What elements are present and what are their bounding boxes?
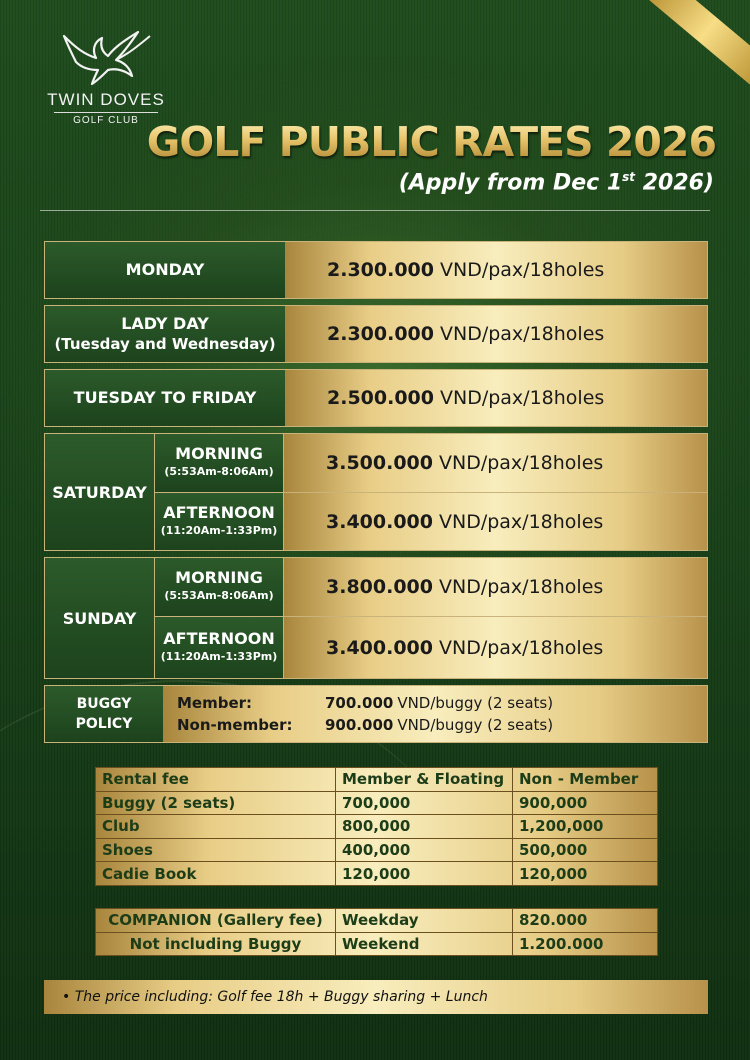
brand-sub: GOLF CLUB (54, 112, 158, 126)
rate-row-lady-day (44, 305, 708, 363)
slot-label: AFTERNOON (11:20Am-1:33Pm) (155, 493, 284, 550)
divider (40, 210, 710, 211)
buggy-label: BUGGY POLICY (45, 686, 163, 742)
buggy-nonmember-line: Non-member: 900.000 VND/buggy (2 seats) (177, 716, 554, 734)
table-row: COMPANION (Gallery fee) Weekday 820.000 (96, 909, 658, 933)
corner-ribbon (641, 0, 750, 89)
table-row: Buggy (2 seats) 700,000 900,000 (96, 791, 658, 815)
day-label: LADY DAY (Tuesday and Wednesday) (45, 306, 285, 362)
brand-logo (36, 28, 176, 126)
rates-table (44, 241, 708, 743)
buggy-info (163, 686, 707, 742)
rental-fee-table (95, 767, 658, 886)
doves-icon (58, 28, 154, 86)
table-row: Club 800,000 1,200,000 (96, 815, 658, 839)
companion-fee-table (95, 908, 658, 956)
rate-row-saturday-afternoon (155, 492, 707, 550)
day-label: TUESDAY TO FRIDAY (45, 370, 285, 426)
price-cell: 3.500.000 VND/pax/18holes (284, 434, 707, 492)
rate-row-sunday-afternoon (155, 616, 707, 678)
table-header-row: Rental fee Member & Floating Non - Member (96, 768, 658, 792)
price-note: • The price including: Golf fee 18h + Buggy sharing + Lunch (44, 980, 708, 1014)
slot-label: AFTERNOON (11:20Am-1:33Pm) (155, 617, 284, 678)
price-cell: 3.400.000 VND/pax/18holes (284, 617, 707, 678)
price-cell: 2.300.000 VND/pax/18holes (285, 242, 707, 298)
price-cell: 3.400.000 VND/pax/18holes (284, 493, 707, 550)
price-cell: 2.300.000 VND/pax/18holes (285, 306, 707, 362)
brand-name: TWIN DOVES (47, 90, 165, 109)
rate-row-sunday-morning (155, 558, 707, 616)
rate-row-monday (44, 241, 708, 299)
day-label: SATURDAY (45, 434, 155, 550)
rate-group-sunday (44, 557, 708, 679)
table-row: Not including Buggy Weekend 1.200.000 (96, 932, 658, 956)
table-row: Shoes 400,000 500,000 (96, 838, 658, 862)
rate-group-saturday (44, 433, 708, 551)
day-label: SUNDAY (45, 558, 155, 678)
page-subtitle: (Apply from Dec 1st 2026) (398, 170, 714, 196)
price-cell: 2.500.000 VND/pax/18holes (285, 370, 707, 426)
day-label: MONDAY (45, 242, 285, 298)
rate-row-saturday-morning (155, 434, 707, 492)
table-row: Cadie Book 120,000 120,000 (96, 862, 658, 886)
price-cell: 3.800.000 VND/pax/18holes (284, 558, 707, 616)
buggy-member-line: Member: 700.000 VND/buggy (2 seats) (177, 694, 554, 712)
buggy-policy (44, 685, 708, 743)
page-title: GOLF PUBLIC RATES 2026 (146, 118, 716, 166)
rate-row-tuesday-friday (44, 369, 708, 427)
slot-label: MORNING (5:53Am-8:06Am) (155, 434, 284, 492)
slot-label: MORNING (5:53Am-8:06Am) (155, 558, 284, 616)
